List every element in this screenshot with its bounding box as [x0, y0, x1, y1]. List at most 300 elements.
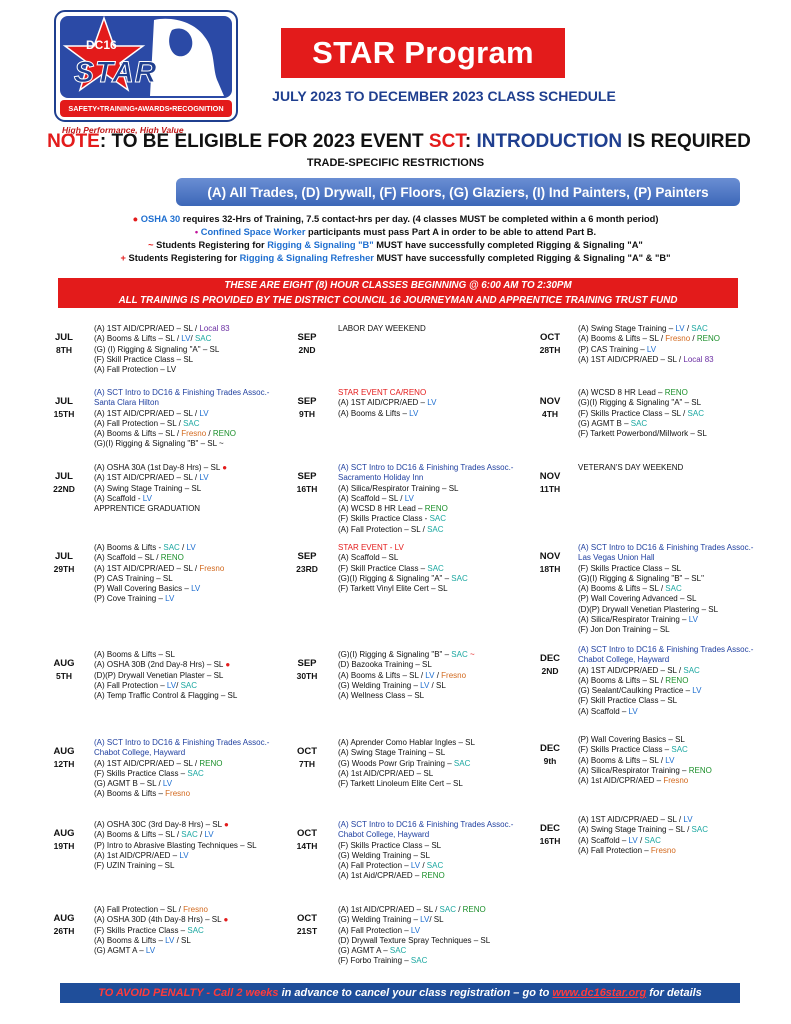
class-text: (F) Skills Practice Class –	[94, 925, 188, 935]
date-month: DEC	[539, 823, 561, 834]
schedule-cell	[578, 735, 768, 786]
class-item	[578, 745, 768, 755]
class-text: (A) SCT Intro to DC16 & Finishing Trades Assoc.-	[338, 463, 514, 472]
banner-title: STAR Program	[281, 28, 565, 78]
date-month: NOV	[539, 551, 561, 562]
schedule-cell	[578, 463, 768, 473]
class-item	[94, 779, 284, 789]
class-item	[94, 504, 284, 514]
date-day: 19TH	[53, 841, 75, 851]
class-item	[578, 615, 768, 625]
class-text: SAC	[683, 665, 700, 675]
class-text: LV	[688, 615, 698, 625]
class-text: /	[455, 905, 463, 914]
class-text: (A) 1ST AID/CPR/AED – SL /	[94, 408, 200, 418]
schedule-cell	[338, 738, 528, 789]
schedule-cell	[578, 388, 768, 439]
class-text: (F) Tarkett Linoleum Elite Cert – SL	[338, 779, 463, 789]
footer-mid: in advance to cancel your class registration – go to	[278, 987, 553, 999]
class-item	[94, 915, 284, 925]
class-text: SAC	[180, 680, 198, 690]
schedule-date	[44, 551, 84, 575]
class-item	[578, 355, 768, 365]
class-text: (A) OSHA 30A (1st Day-8 Hrs) – SL	[94, 463, 223, 472]
class-text: (A) Fall Protection –	[338, 925, 411, 935]
class-text: (A) 1ST AID/CPR/AED –	[338, 398, 428, 408]
class-text: SAC	[451, 650, 468, 659]
date-day: 2ND	[541, 666, 559, 676]
class-item	[578, 696, 768, 706]
schedule-cell	[338, 543, 528, 594]
class-text: (D) Drywall Texture Spray Techniques – SL	[338, 935, 491, 945]
class-text: (F) Skills Practice Class –	[94, 768, 188, 778]
notice-highlight: Rigging & Signaling "B"	[267, 240, 374, 250]
class-text: /	[420, 861, 427, 871]
date-day: 15TH	[53, 409, 75, 419]
class-item	[338, 691, 528, 701]
class-item	[94, 365, 284, 375]
notice-rigging-b	[0, 239, 791, 252]
bullet-icon: ●	[132, 214, 139, 224]
class-item	[578, 564, 768, 574]
class-item	[338, 514, 528, 524]
class-text: LV	[199, 473, 209, 483]
class-item	[338, 871, 528, 881]
class-item	[94, 946, 284, 956]
note-sct: SCT	[428, 131, 465, 152]
class-item	[338, 650, 528, 660]
class-item	[338, 388, 528, 398]
schedule-cell	[94, 388, 284, 450]
class-item	[94, 463, 284, 473]
class-text: Local 83	[683, 354, 714, 364]
schedule-cell	[578, 815, 768, 856]
class-item	[578, 345, 768, 355]
class-text: (A) Booms & Lifts – SL /	[578, 755, 666, 765]
class-item	[338, 584, 528, 594]
date-month: JUL	[55, 332, 73, 343]
class-text: SAC	[630, 418, 648, 428]
trade-codes-bar: (A) All Trades, (D) Drywall, (F) Floors, (G) Glaziers, (I) Ind Painters, (P) Painters	[176, 178, 740, 206]
class-text: SAC	[453, 758, 471, 768]
schedule-date	[44, 746, 84, 770]
class-hours-line: THESE ARE EIGHT (8) HOUR CLASSES BEGINNING @ 6:00 AM TO 2:30PM	[224, 280, 572, 291]
class-text: (F) Tarkett Powerbond/Millwork – SL	[578, 429, 707, 439]
class-text: (A) Swing Stage Training – SL	[338, 748, 446, 758]
class-text: (A) Booms & Lifts – SL /	[94, 429, 182, 439]
class-text: (A) 1ST AID/CPR/AED – SL /	[94, 324, 200, 333]
class-item	[338, 564, 528, 574]
class-text: (F) Tarkett Vinyl Elite Cert – SL	[338, 584, 448, 594]
class-text: Fresno	[665, 334, 691, 344]
class-item	[94, 926, 284, 936]
date-day: 21ST	[296, 926, 318, 936]
date-month: DEC	[539, 653, 561, 664]
class-item	[578, 766, 768, 776]
class-text: LV	[162, 779, 173, 789]
class-text: (P) Cove Training –	[94, 594, 166, 604]
class-text: (A) Fall Protection – LV	[94, 365, 177, 375]
trust-fund-line: ALL TRAINING IS PROVIDED BY THE DISTRICT COUNCIL 16 JOURNEYMAN AND APPRENTICE TRAINING TRUST FUND	[118, 295, 678, 306]
class-item	[94, 660, 284, 670]
class-text: (A) Booms & Lifts – SL	[94, 650, 175, 659]
class-text: LV	[420, 680, 430, 690]
class-text: (A) Silica/Respirator Training –	[578, 765, 689, 775]
schedule-date	[287, 913, 327, 937]
date-day: 30TH	[296, 671, 318, 681]
schedule-cell	[94, 820, 284, 871]
class-text: SAC	[183, 418, 200, 428]
class-text: (A) Scaffold -	[94, 493, 143, 503]
class-text: (G) Woods Powr Grip Training –	[338, 758, 454, 768]
class-text: Fresno	[663, 776, 689, 786]
class-text: (A) 1st AID/CPR/AED – SL	[338, 768, 434, 778]
schedule-date	[287, 332, 327, 356]
class-text: RENO	[462, 905, 486, 914]
class-item	[578, 756, 768, 766]
class-item	[94, 650, 284, 660]
date-month: JUL	[55, 396, 73, 407]
notice-highlight: OSHA 30	[140, 214, 181, 224]
trade-restrictions-title: TRADE-SPECIFIC RESTRICTIONS	[306, 157, 485, 169]
plus-icon: +	[120, 253, 126, 263]
tilde-icon: ~	[148, 240, 154, 250]
class-item	[94, 409, 284, 419]
class-text: LV	[179, 850, 189, 860]
date-month: JUL	[55, 551, 73, 562]
notice-confined-space	[0, 226, 791, 239]
date-month: OCT	[296, 828, 318, 839]
class-item	[94, 584, 284, 594]
notice-highlight: Rigging & Signaling Refresher	[239, 253, 374, 263]
class-item	[338, 851, 528, 861]
class-text: (G)(I) Rigging & Signaling "B" –	[338, 650, 452, 659]
class-text: ●	[222, 463, 228, 472]
class-item	[94, 355, 284, 365]
schedule-cell	[94, 738, 284, 800]
class-item	[338, 956, 528, 966]
class-item	[94, 419, 284, 429]
schedule-date	[530, 396, 570, 420]
class-text: /	[637, 835, 645, 845]
class-text: (G) AGMT A –	[338, 946, 390, 956]
class-item	[578, 686, 768, 696]
class-item	[578, 666, 768, 676]
class-text: /	[684, 324, 692, 333]
class-text: Santa Clara Hilton	[94, 398, 159, 408]
class-text: /	[176, 680, 181, 690]
class-item	[578, 574, 768, 584]
class-item	[94, 494, 284, 504]
class-item	[338, 574, 528, 584]
class-text: LV	[675, 324, 685, 333]
class-text: SAC	[691, 825, 708, 835]
date-day: 9th	[543, 756, 557, 766]
class-item	[94, 936, 284, 946]
class-text: (A) SCT Intro to DC16 & Finishing Trades Assoc.-	[94, 738, 270, 747]
notice-text: MUST have successfully completed Rigging & Signaling "A"	[373, 240, 643, 250]
class-item	[338, 738, 528, 748]
class-text: /	[190, 334, 195, 344]
schedule-date	[530, 551, 570, 575]
class-text: (P) CAS Training –	[578, 344, 647, 354]
class-text: (A) Scaffold – SL /	[338, 493, 405, 503]
date-day: 7TH	[298, 759, 316, 769]
class-item	[578, 735, 768, 745]
schedule-cell	[338, 650, 528, 701]
class-item	[338, 830, 528, 840]
class-item	[338, 841, 528, 851]
schedule-date	[287, 828, 327, 852]
date-month: NOV	[539, 471, 561, 482]
schedule-date	[44, 658, 84, 682]
class-item	[578, 605, 768, 615]
schedule-date	[530, 823, 570, 847]
cancellation-footer	[60, 983, 740, 1003]
class-item	[578, 645, 768, 655]
class-text: SAC	[644, 835, 661, 845]
class-item	[338, 779, 528, 789]
class-text: LV	[425, 670, 435, 680]
schedule-date	[530, 743, 570, 767]
class-text: (P) Wall Covering Basics – SL	[578, 735, 685, 744]
class-text: LV	[165, 594, 175, 604]
class-text: Fresno	[165, 789, 191, 799]
class-item	[338, 905, 528, 915]
class-item	[94, 439, 284, 449]
schedule-cell	[578, 645, 768, 717]
schedule-date	[287, 746, 327, 770]
class-text: Chabot College, Hayward	[338, 830, 430, 840]
class-text: ●	[225, 660, 231, 670]
class-item	[338, 861, 528, 871]
class-item	[338, 484, 528, 494]
class-text: STAR EVENT CA/RENO	[338, 388, 427, 397]
schedule-cell	[94, 650, 284, 701]
class-text: (A) Scaffold –	[578, 835, 629, 845]
class-text: (G) Welding Training – SL	[338, 850, 430, 860]
class-item	[578, 815, 768, 825]
date-day: 22ND	[53, 484, 75, 494]
schedule-cell	[94, 463, 284, 514]
class-text: RENO	[664, 388, 688, 397]
class-item	[338, 553, 528, 563]
class-item	[94, 738, 284, 748]
class-item	[94, 671, 284, 681]
class-text: /	[434, 670, 442, 680]
class-item	[338, 543, 528, 553]
class-text: (A) Booms & Lifts – SL /	[94, 334, 182, 344]
class-text: SAC	[426, 861, 444, 871]
class-item	[578, 543, 768, 553]
class-text: (A) Booms & Lifts – SL /	[338, 670, 426, 680]
class-text: (G)(I) Rigging & Signaling "A" – SL	[578, 398, 702, 408]
class-text: RENO	[212, 429, 236, 439]
class-text: (A) SCT Intro to DC16 & Finishing Trades Assoc.-	[338, 820, 514, 829]
class-item	[338, 494, 528, 504]
class-item	[94, 553, 284, 563]
class-item	[94, 324, 284, 334]
class-item	[338, 936, 528, 946]
class-item	[94, 473, 284, 483]
class-text: LV	[199, 408, 209, 418]
notice-text: Students Registering for	[153, 240, 268, 250]
schedule-date	[530, 332, 570, 356]
note-text-3: IS REQUIRED	[622, 131, 751, 152]
date-month: JUL	[55, 471, 73, 482]
schedule-cell	[578, 324, 768, 365]
class-text: (A) OSHA 30D (4th Day-8 Hrs) – SL	[94, 915, 224, 925]
class-text: (A) Temp Traffic Control & Flagging – SL	[94, 691, 238, 701]
class-text: (A) 1st Aid/CPR/AED –	[338, 871, 422, 881]
class-text: (D) Bazooka Training – SL	[338, 660, 432, 670]
class-item	[94, 334, 284, 344]
class-text: SAC	[389, 946, 407, 956]
notice-text: participants must pass Part A in order to be able to attend Part B.	[305, 227, 597, 237]
class-item	[578, 707, 768, 717]
website-link[interactable]: www.dc16star.org	[552, 987, 647, 999]
class-item	[94, 820, 284, 830]
schedule-date	[287, 658, 327, 682]
logo-tagline: High Performance, High Value	[62, 125, 184, 135]
class-text: (A) 1ST AID/CPR/AED – SL /	[578, 665, 684, 675]
note-text-1: : TO BE ELIGIBLE FOR 2023 EVENT	[99, 131, 429, 152]
notice-highlight: Confined Space Worker	[200, 227, 306, 237]
class-item	[578, 324, 768, 334]
class-item	[338, 915, 528, 925]
logo-word: STAR	[74, 56, 158, 89]
class-text: LV	[427, 398, 437, 408]
class-text: LABOR DAY WEEKEND	[338, 324, 426, 333]
class-text: (A) 1ST AID/CPR/AED – SL /	[94, 758, 200, 768]
class-text: (A) Fall Protection –	[94, 680, 167, 690]
class-text: VETERAN'S DAY WEEKEND	[578, 463, 684, 472]
class-item	[94, 841, 284, 851]
class-item	[94, 398, 284, 408]
class-item	[338, 681, 528, 691]
class-text: LV	[181, 334, 191, 344]
class-item	[338, 759, 528, 769]
date-day: 26TH	[53, 926, 75, 936]
class-text: Fresno	[183, 905, 208, 914]
class-text: RENO	[688, 765, 712, 775]
schedule-date	[287, 551, 327, 575]
class-item	[94, 564, 284, 574]
date-day: 9TH	[298, 409, 316, 419]
class-text: /	[197, 830, 205, 840]
date-day: 16TH	[296, 484, 318, 494]
class-text: (A) 1ST AID/CPR/AED – SL /	[578, 354, 684, 364]
class-item	[94, 769, 284, 779]
class-text: Fresno	[199, 563, 225, 573]
class-text: LV	[404, 493, 414, 503]
class-item	[338, 504, 528, 514]
schedule-date	[44, 913, 84, 937]
date-day: 16TH	[539, 836, 561, 846]
class-text: RENO	[199, 758, 223, 768]
class-text: (A) 1st AID/CPR/AED – SL /	[338, 905, 440, 914]
class-text: LV	[410, 925, 421, 935]
class-item	[94, 830, 284, 840]
class-text: SAC	[691, 324, 708, 333]
class-item	[578, 676, 768, 686]
class-text: LV	[692, 686, 702, 696]
class-text: (A) Booms & Lifts – SL /	[578, 584, 666, 594]
class-text: (F) Skill Practice Class –	[338, 563, 428, 573]
class-text: (F) UZIN Training – SL	[94, 861, 175, 871]
class-text: /	[206, 429, 213, 439]
schedule-date	[530, 471, 570, 495]
class-text: (G) AGMT A –	[94, 946, 146, 956]
class-item	[338, 660, 528, 670]
class-text: Fresno	[650, 845, 676, 855]
schedule-cell	[338, 463, 528, 535]
date-month: AUG	[53, 828, 75, 839]
class-item	[578, 429, 768, 439]
class-item	[578, 776, 768, 786]
class-text: (A) Booms & Lifts –	[338, 408, 410, 418]
class-text: (A) Silica/Respirator Training – SL	[338, 483, 459, 493]
class-text: SAC	[671, 745, 688, 755]
class-text: LV	[165, 935, 175, 945]
class-text: RENO	[424, 504, 448, 514]
class-text: (A) WCSD 8 HR Lead –	[578, 388, 665, 397]
class-item	[338, 946, 528, 956]
bullet-icon: •	[194, 227, 199, 237]
date-month: AUG	[53, 913, 75, 924]
footer-tail: for details	[646, 987, 702, 999]
class-text: ●	[223, 820, 229, 829]
notices	[0, 213, 791, 265]
date-month: SEP	[297, 551, 317, 562]
class-text: (F) Skills Practice Class – SL	[578, 563, 682, 573]
class-text: LV	[142, 493, 152, 503]
class-text: (A) Fall Protection – SL /	[338, 524, 428, 534]
class-text: (A) Scaffold –	[578, 706, 629, 716]
class-text: (A) OSHA 30B (2nd Day-8 Hrs) – SL	[94, 660, 226, 670]
note-text-2: :	[464, 131, 477, 152]
class-text: (G)(I) Rigging & Signaling "A" –	[338, 573, 452, 583]
date-month: DEC	[539, 743, 561, 754]
class-text: (A) 1st AID/CPR/AED –	[94, 850, 180, 860]
class-text: (P) Wall Covering Basics –	[94, 584, 192, 594]
class-item	[94, 905, 284, 915]
class-text: (A) Booms & Lifts –	[94, 935, 166, 945]
class-text: SAC	[194, 334, 212, 344]
notice-rigging-refresher	[0, 252, 791, 265]
class-text: (P) Intro to Abrasive Blasting Techniques – SL	[94, 840, 257, 850]
date-month: AUG	[53, 746, 75, 757]
class-text: (A) Fall Protection – SL /	[94, 905, 184, 914]
class-text: Fresno	[181, 429, 207, 439]
date-day: 2ND	[298, 345, 316, 355]
class-text: SAC	[427, 563, 444, 573]
class-text: (A) 1ST AID/CPR/AED – SL /	[578, 815, 684, 824]
class-text: (A) Booms & Lifts -	[94, 543, 164, 552]
class-text: Local 83	[199, 324, 230, 333]
date-day: 29TH	[53, 564, 75, 574]
class-text: (G) Sealant/Caulking Practice –	[578, 686, 693, 696]
date-day: 14TH	[296, 841, 318, 851]
class-text: LV	[166, 680, 177, 690]
date-day: 28TH	[539, 345, 561, 355]
class-text: LV	[646, 344, 657, 354]
class-text: (A) Scaffold – SL	[338, 553, 399, 563]
class-item	[578, 625, 768, 635]
class-text: (A) SCT Intro to DC16 & Finishing Trades Assoc.-	[94, 388, 270, 397]
class-item	[578, 655, 768, 665]
class-item	[578, 584, 768, 594]
